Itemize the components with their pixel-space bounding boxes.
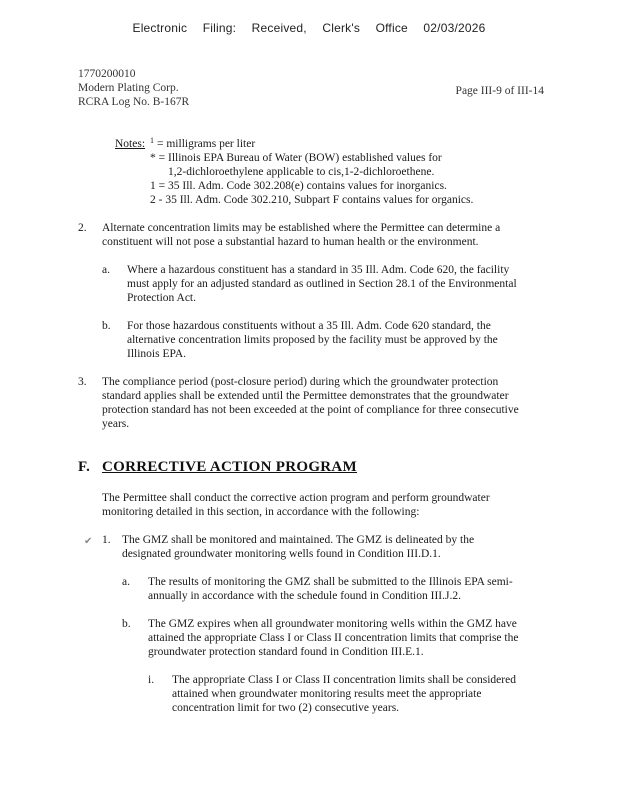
paragraph-line: The compliance period (post-closure period) during which the groundwater protection (102, 376, 499, 388)
star-note-line: Illinois EPA Bureau of Water (BOW) established values for (168, 152, 442, 164)
paragraph-line: Illinois EPA. (127, 348, 187, 360)
paragraph-line: constituent will not pose a substantial hazard to human health or the environment. (102, 236, 479, 248)
subitem-letter: b. (102, 320, 111, 332)
company-name: Modern Plating Corp. (78, 82, 179, 94)
note-2: 2 - 35 Ill. Adm. Code 302.210, Subpart F contains values for organics. (150, 194, 474, 206)
subitem-roman: i. (148, 674, 155, 686)
facility-id: 1770200010 (78, 68, 136, 80)
paragraph-line: must apply for an adjusted standard as outlined in Section 28.1 of the Environmental (127, 278, 517, 290)
item-number: 3. (78, 376, 87, 388)
paragraph-line: protection standard has not been exceeded at the point of compliance for three consecutive (102, 404, 519, 416)
subitem-letter: a. (122, 576, 130, 588)
paragraph-line: groundwater protection standard found in Condition III.E.1. (148, 646, 424, 658)
section-letter: F. (78, 459, 91, 475)
note-1: 1 = 35 Ill. Adm. Code 302.208(e) contains values for inorganics. (150, 180, 447, 192)
paragraph-line: attained when groundwater monitoring results meet the appropriate (172, 688, 482, 700)
paragraph-line: attained the appropriate Class I or Class II concentration limits that comprise the (148, 632, 519, 644)
page-reference: Page III-9 of III-14 (455, 85, 544, 97)
paragraph-line: The appropriate Class I or Class II concentration limits shall be considered (172, 674, 516, 686)
paragraph-line: years. (102, 418, 130, 430)
paragraph-line: Protection Act. (127, 292, 196, 304)
filing-stamp: Electronic Filing: Received, Clerk's Office 02/03/2026 (132, 21, 486, 35)
log-number: RCRA Log No. B-167R (78, 96, 190, 108)
item-number: 2. (78, 222, 87, 234)
paragraph-line: For those hazardous constituents without a 35 Ill. Adm. Code 620 standard, the (127, 320, 491, 332)
paragraph-line: annually in accordance with the schedule found in Condition III.J.2. (148, 590, 461, 602)
subitem-letter: a. (102, 264, 110, 276)
subitem-letter: b. (122, 618, 131, 630)
paragraph-line: The results of monitoring the GMZ shall be submitted to the Illinois EPA semi- (148, 576, 513, 588)
item-number: 1. (102, 534, 111, 546)
notes-label: Notes: (115, 138, 146, 150)
paragraph-line: monitoring detailed in this section, in accordance with the following: (102, 506, 420, 518)
mgl-note: = milligrams per liter (157, 138, 256, 150)
paragraph-line: designated groundwater monitoring wells found in Condition III.D.1. (122, 548, 441, 560)
paragraph-line: standard applies shall be extended until the Permittee demonstrates that the groundwater (102, 390, 509, 402)
star-symbol: * = (150, 152, 166, 164)
margin-check-icon: ✔ (84, 536, 93, 547)
paragraph-line: The GMZ expires when all groundwater monitoring wells within the GMZ have (148, 618, 517, 630)
paragraph-line: The Permittee shall conduct the corrective action program and perform groundwater (102, 492, 490, 504)
paragraph-line: alternative concentration limits proposed by the facility must be approved by the (127, 334, 498, 346)
paragraph-line: Alternate concentration limits may be established where the Permittee can determine a (102, 222, 501, 234)
paragraph-line: Where a hazardous constituent has a standard in 35 Ill. Adm. Code 620, the facility (127, 264, 510, 276)
paragraph-line: The GMZ shall be monitored and maintained. The GMZ is delineated by the (122, 534, 475, 546)
mgl-superscript: 1 (150, 136, 154, 145)
section-title: CORRECTIVE ACTION PROGRAM (102, 459, 358, 475)
star-note-line: 1,2-dichloroethylene applicable to cis,1-2-dichloroethene. (168, 166, 435, 178)
paragraph-line: concentration limit for two (2) consecutive years. (172, 702, 400, 714)
